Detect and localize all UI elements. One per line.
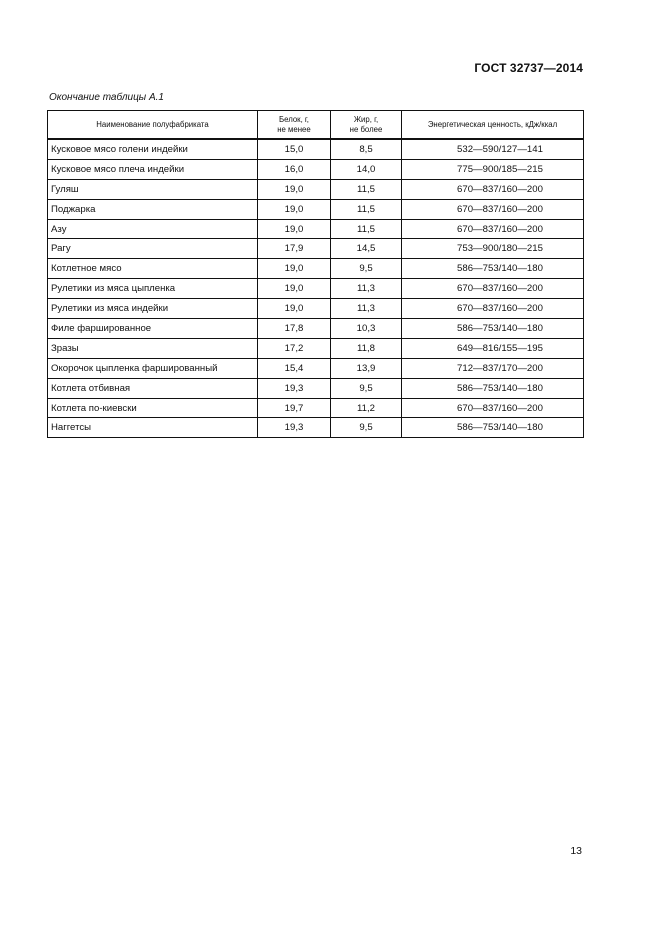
table-row [48, 259, 584, 279]
table-row [48, 299, 584, 319]
cell-protein: 15,0 [258, 139, 331, 159]
cell-protein: 19,3 [258, 378, 331, 398]
cell-fat: 14,0 [331, 159, 402, 179]
cell-fat: 11,5 [331, 179, 402, 199]
cell-energy: 670—837/160—200 [402, 219, 584, 239]
cell-energy: 532—590/127—141 [402, 139, 584, 159]
cell-fat: 11,2 [331, 398, 402, 418]
cell-fat: 11,5 [331, 219, 402, 239]
cell-name: Зразы [48, 338, 258, 358]
cell-fat: 9,5 [331, 259, 402, 279]
cell-protein: 19,0 [258, 219, 331, 239]
cell-energy: 775—900/185—215 [402, 159, 584, 179]
table-row [48, 358, 584, 378]
cell-protein: 17,8 [258, 319, 331, 339]
cell-energy: 712—837/170—200 [402, 358, 584, 378]
cell-name: Рулетики из мяса цыпленка [48, 279, 258, 299]
cell-energy: 649—816/155—195 [402, 338, 584, 358]
table-row [48, 338, 584, 358]
cell-name: Котлета отбивная [48, 378, 258, 398]
cell-energy: 586—753/140—180 [402, 319, 584, 339]
table-header-row [48, 111, 584, 140]
cell-name: Котлета по-киевски [48, 398, 258, 418]
column-header-fat: Жир, г, не более [331, 111, 402, 140]
column-header-name: Наименование полуфабриката [48, 111, 258, 140]
table-caption: Окончание таблицы А.1 [49, 92, 164, 103]
cell-protein: 17,2 [258, 338, 331, 358]
cell-name: Кусковое мясо голени индейки [48, 139, 258, 159]
table-row [48, 139, 584, 159]
cell-name: Рулетики из мяса индейки [48, 299, 258, 319]
column-header-energy: Энергетическая ценность, кДж/ккал [402, 111, 584, 140]
cell-protein: 16,0 [258, 159, 331, 179]
cell-energy: 586—753/140—180 [402, 418, 584, 438]
cell-protein: 19,0 [258, 279, 331, 299]
cell-fat: 9,5 [331, 378, 402, 398]
cell-name: Рагу [48, 239, 258, 259]
cell-fat: 8,5 [331, 139, 402, 159]
cell-energy: 586—753/140—180 [402, 259, 584, 279]
cell-fat: 9,5 [331, 418, 402, 438]
table-row [48, 179, 584, 199]
cell-fat: 11,5 [331, 199, 402, 219]
cell-protein: 19,3 [258, 418, 331, 438]
table-row [48, 219, 584, 239]
document-code: ГОСТ 32737—2014 [474, 61, 583, 75]
cell-name: Наггетсы [48, 418, 258, 438]
cell-protein: 19,0 [258, 299, 331, 319]
nutrition-table [47, 110, 584, 438]
cell-energy: 670—837/160—200 [402, 398, 584, 418]
cell-protein: 15,4 [258, 358, 331, 378]
table-row [48, 159, 584, 179]
table-row [48, 199, 584, 219]
table-row [48, 418, 584, 438]
cell-energy: 670—837/160—200 [402, 279, 584, 299]
cell-protein: 19,0 [258, 199, 331, 219]
table-row [48, 279, 584, 299]
cell-energy: 586—753/140—180 [402, 378, 584, 398]
cell-fat: 11,3 [331, 299, 402, 319]
cell-protein: 17,9 [258, 239, 331, 259]
cell-name: Филе фаршированное [48, 319, 258, 339]
column-header-protein: Белок, г, не менее [258, 111, 331, 140]
cell-energy: 753—900/180—215 [402, 239, 584, 259]
cell-protein: 19,7 [258, 398, 331, 418]
cell-fat: 10,3 [331, 319, 402, 339]
cell-fat: 11,8 [331, 338, 402, 358]
cell-fat: 11,3 [331, 279, 402, 299]
cell-name: Кусковое мясо плеча индейки [48, 159, 258, 179]
cell-name: Азу [48, 219, 258, 239]
page-number: 13 [570, 845, 582, 857]
cell-name: Гуляш [48, 179, 258, 199]
cell-name: Котлетное мясо [48, 259, 258, 279]
cell-protein: 19,0 [258, 259, 331, 279]
table-row [48, 319, 584, 339]
cell-energy: 670—837/160—200 [402, 299, 584, 319]
cell-fat: 13,9 [331, 358, 402, 378]
table-body [48, 139, 584, 438]
table-row [48, 378, 584, 398]
cell-protein: 19,0 [258, 179, 331, 199]
cell-energy: 670—837/160—200 [402, 199, 584, 219]
cell-name: Окорочок цыпленка фаршированный [48, 358, 258, 378]
cell-name: Поджарка [48, 199, 258, 219]
table-row [48, 398, 584, 418]
table-row [48, 239, 584, 259]
cell-fat: 14,5 [331, 239, 402, 259]
cell-energy: 670—837/160—200 [402, 179, 584, 199]
